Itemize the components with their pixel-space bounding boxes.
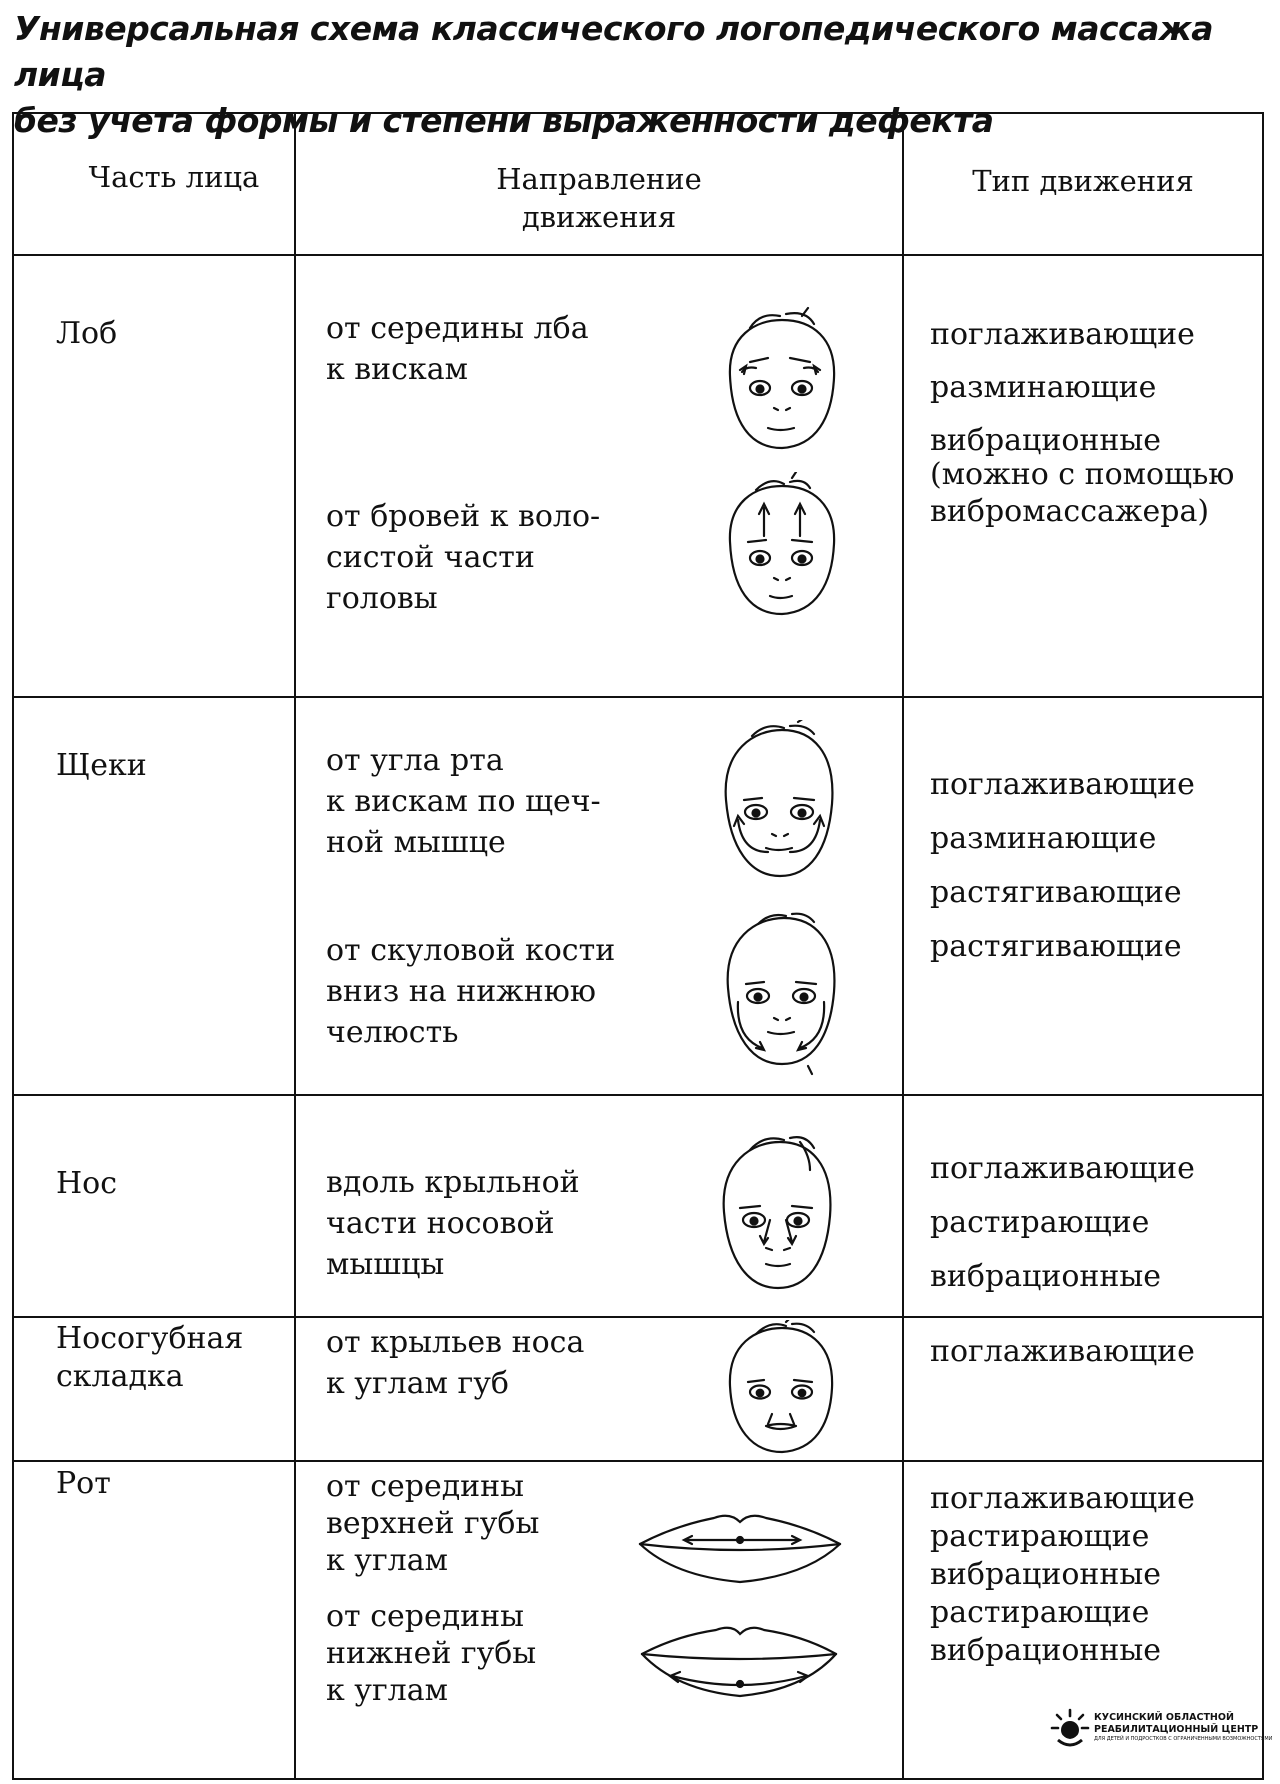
direction-text-forehead-1 — [326, 308, 589, 390]
face-forehead-upward-arrows-icon — [710, 472, 850, 632]
direction-line: от бровей к воло- — [326, 499, 601, 534]
type-cell-nasolabial — [903, 1317, 1263, 1461]
part-label-nose: Нос — [56, 1166, 118, 1201]
face-nose-arrows-icon — [706, 1130, 846, 1302]
type-item: поглаживающие — [930, 1334, 1195, 1369]
direction-line: нижней губы — [326, 1636, 537, 1671]
lips-lower-arrows-icon — [636, 1620, 842, 1710]
direction-line: верхней губы — [326, 1506, 540, 1541]
logo-line3: ДЛЯ ДЕТЕЙ И ПОДРОСТКОВ С ОГРАНИЧЕННЫМИ ВОЗМОЖНОСТЯМИ — [1094, 1736, 1273, 1742]
direction-cell-mouth — [295, 1461, 903, 1779]
header-type-label: Тип движения — [972, 164, 1194, 198]
type-item: разминающие — [930, 370, 1157, 405]
type-note-forehead — [930, 456, 1234, 530]
header-part — [13, 113, 295, 255]
type-list-cheeks — [930, 758, 1195, 974]
direction-cell-cheeks — [295, 697, 903, 1095]
type-item: поглаживающие — [930, 1481, 1195, 1516]
type-item: вибрационные — [930, 423, 1162, 458]
type-item: вибрационные — [930, 1633, 1162, 1668]
type-item: поглаживающие — [930, 317, 1195, 352]
type-item: вибрационные — [930, 1557, 1162, 1592]
type-cell-nose — [903, 1095, 1263, 1317]
direction-line: мышцы — [326, 1247, 445, 1282]
type-item: (можно с помощью — [930, 457, 1235, 492]
type-list-nasolabial — [930, 1332, 1195, 1372]
table-row-nose — [13, 1095, 1263, 1317]
direction-line: к углам — [326, 1543, 448, 1578]
page-title-line1: Универсальная схема классического логопедического массажа лица — [14, 9, 1213, 94]
page-title-line2: без учета формы и степени выраженности дефекта — [14, 101, 994, 140]
table-row-nasolabial — [13, 1317, 1263, 1461]
type-cell-forehead — [903, 255, 1263, 697]
direction-line: от крыльев носа — [326, 1325, 585, 1360]
direction-line: головы — [326, 581, 438, 616]
face-cheek-upward-arrows-icon — [708, 720, 848, 890]
part-cell-nasolabial — [13, 1317, 295, 1461]
direction-line: от скуловой кости — [326, 933, 616, 968]
direction-line: к вискам по щеч- — [326, 784, 601, 819]
direction-cell-nose — [295, 1095, 903, 1317]
type-item: растягивающие — [930, 929, 1182, 964]
direction-text-mouth-2 — [326, 1598, 536, 1709]
massage-scheme-table — [12, 112, 1264, 1780]
direction-line: к вискам — [326, 352, 468, 387]
header-part-label: Часть лица — [88, 160, 260, 194]
type-list-nose — [930, 1142, 1195, 1304]
direction-line: от угла рта — [326, 743, 504, 778]
logo-text — [1094, 1712, 1272, 1743]
header-direction-label — [296, 114, 902, 236]
direction-line: от середины — [326, 1599, 525, 1634]
part-label-cheeks: Щеки — [56, 748, 147, 783]
direction-text-cheeks-2 — [326, 930, 615, 1053]
type-item: поглаживающие — [930, 1151, 1195, 1186]
type-item: растирающие — [930, 1519, 1150, 1554]
part-label-nasolabial — [14, 1318, 294, 1396]
type-item: поглаживающие — [930, 767, 1195, 802]
direction-line: части носовой — [326, 1206, 555, 1241]
face-cheek-downward-arrows-icon — [710, 906, 850, 1078]
header-direction-line2: движения — [521, 200, 677, 234]
type-item: разминающие — [930, 821, 1157, 856]
logo-line2: РЕАБИЛИТАЦИОННЫЙ ЦЕНТР — [1094, 1724, 1259, 1735]
direction-text-nasolabial — [326, 1322, 584, 1404]
part-label-line: Носогубная — [56, 1321, 244, 1356]
part-label-mouth: Рот — [56, 1466, 111, 1501]
face-forehead-horizontal-arrows-icon — [710, 306, 850, 466]
direction-line: систой части — [326, 540, 535, 575]
header-direction-line1: Направление — [496, 162, 702, 196]
rehab-center-logo — [1048, 1706, 1273, 1776]
direction-line: челюсть — [326, 1015, 459, 1050]
type-item: растягивающие — [930, 875, 1182, 910]
table-row-forehead — [13, 255, 1263, 697]
type-cell-cheeks — [903, 697, 1263, 1095]
direction-line: от середины — [326, 1469, 525, 1504]
part-cell-nose — [13, 1095, 295, 1317]
type-item: вибромассажера) — [930, 494, 1210, 529]
type-list-mouth — [930, 1480, 1195, 1670]
direction-cell-nasolabial — [295, 1317, 903, 1461]
direction-text-cheeks-1 — [326, 740, 601, 863]
part-cell-forehead — [13, 255, 295, 697]
direction-text-mouth-1 — [326, 1468, 539, 1579]
table-row-cheeks — [13, 697, 1263, 1095]
direction-line: ной мышце — [326, 825, 506, 860]
header-type — [903, 113, 1263, 255]
part-label-line: складка — [56, 1359, 184, 1394]
type-item: вибрационные — [930, 1259, 1162, 1294]
direction-line: к углам губ — [326, 1366, 509, 1401]
logo-line1: КУСИНСКИЙ ОБЛАСТНОЙ — [1094, 1712, 1234, 1723]
part-cell-mouth — [13, 1461, 295, 1779]
table-header-row — [13, 113, 1263, 255]
direction-text-forehead-2 — [326, 496, 600, 619]
lips-upper-arrows-icon — [634, 1504, 846, 1594]
type-item: растирающие — [930, 1595, 1150, 1630]
type-list-forehead — [930, 308, 1195, 467]
direction-line: вниз на нижнюю — [326, 974, 597, 1009]
direction-line: вдоль крыльной — [326, 1165, 580, 1200]
direction-line: к углам — [326, 1673, 448, 1708]
direction-text-nose — [326, 1162, 580, 1285]
part-label-forehead: Лоб — [56, 316, 118, 351]
direction-cell-forehead — [295, 255, 903, 697]
face-nasolabial-arrows-icon — [716, 1320, 846, 1458]
direction-line: от середины лба — [326, 311, 589, 346]
part-cell-cheeks — [13, 697, 295, 1095]
header-direction — [295, 113, 903, 255]
sun-hands-logo-icon — [1048, 1706, 1092, 1750]
type-item: растирающие — [930, 1205, 1150, 1240]
